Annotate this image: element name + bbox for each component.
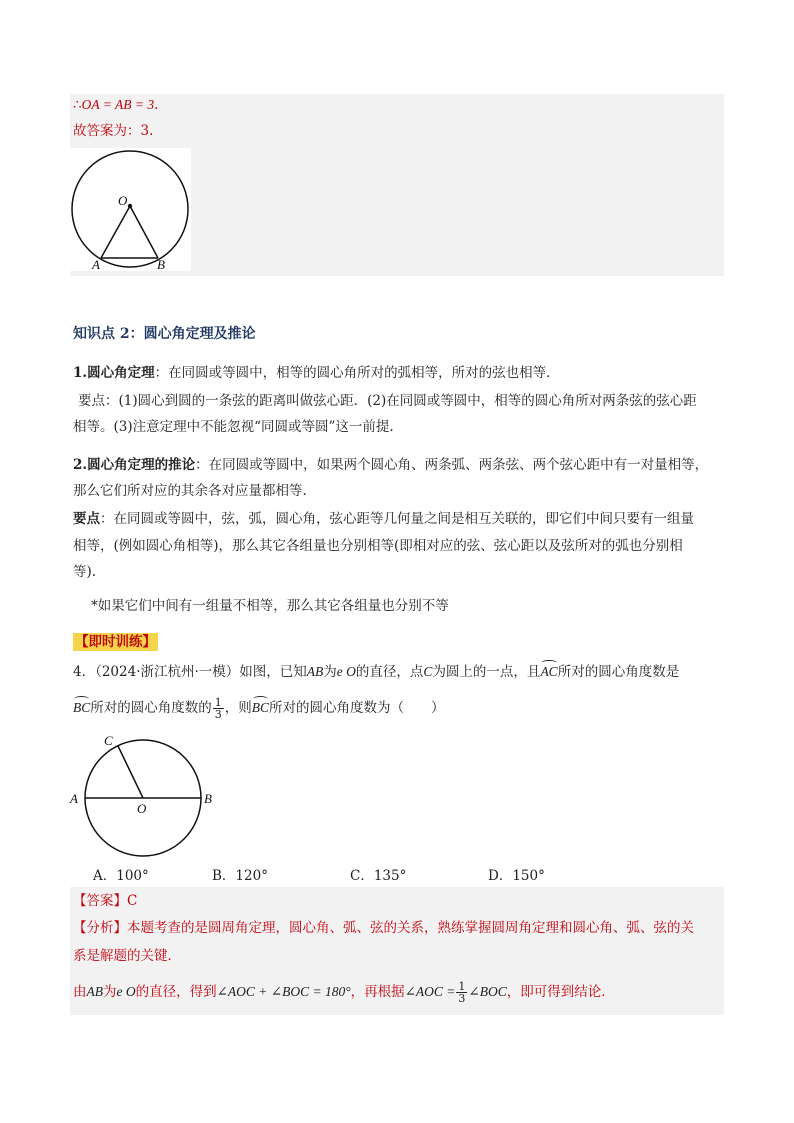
analysis-ab: AB	[86, 984, 103, 999]
analysis-fraction-numerator: 1	[458, 980, 466, 993]
analysis-circle-o: e O	[116, 984, 136, 999]
circle-o-text: e O	[336, 664, 356, 679]
analysis-text-1: 本题考查的是圆周角定理，圆心角、弧、弦的关系，熟练掌握圆周角定理和圆心角、弧、弦的关	[127, 920, 694, 936]
theorem-text: ：在同圆或等圆中，相等的圆心角所对的弧相等，所对的弦也相等．	[154, 365, 560, 381]
option-c-key: C．	[350, 868, 374, 884]
center-point	[128, 204, 132, 208]
question-line-1	[73, 662, 679, 682]
analysis-text-3c: 的直径，得到	[135, 984, 217, 1000]
answer-prefix: 故答案为：	[73, 123, 141, 139]
therefore-symbol: ∴	[73, 97, 82, 113]
option-c[interactable]	[350, 864, 406, 884]
analysis-line-2: 系是解题的关键．	[73, 948, 181, 964]
training-tag-line	[73, 632, 158, 652]
option-b[interactable]	[212, 864, 268, 884]
question-text-1d: 为圆上的一点，且	[432, 664, 541, 680]
circle-diameter-figure	[68, 730, 228, 858]
analysis-line-1	[73, 918, 694, 938]
answer-value-text: C	[127, 893, 138, 909]
question-text-2b: ，则	[224, 700, 252, 716]
answer-value: 3	[140, 123, 150, 139]
circle-triangle-figure	[70, 148, 191, 271]
theorem-line	[73, 363, 560, 383]
label-o: O	[118, 193, 128, 208]
theorem-points-line-2: 相等。(3)注意定理中不能忽视“同圆或等圆”这一前提.	[73, 419, 394, 435]
fraction-numerator: 1	[214, 696, 222, 709]
fraction-denominator: 3	[214, 708, 222, 721]
label-c: C	[104, 733, 113, 748]
answer-line	[73, 891, 137, 911]
segment-oa	[101, 206, 130, 258]
training-tag: 【即时训练】	[75, 634, 156, 650]
circle-shape	[72, 151, 188, 267]
analysis-fraction	[456, 981, 467, 1004]
corollary-line-2: 那么它们所对应的其余各对应量都相等.	[73, 483, 307, 499]
label-b-2: B	[204, 791, 212, 806]
label-b: B	[157, 257, 165, 271]
corollary-text: ：在同圆或等圆中，如果两个圆心角、两条弧、两条弦、两个弦心距中有一对量相等，	[195, 457, 709, 473]
label-a: A	[92, 257, 100, 271]
analysis-text-3a: 由	[73, 984, 87, 1000]
corollary-points-line-2: 相等，(例如圆心角相等)，那么其它各组量也分别相等(即相对应的弦、弦心距以及弦所对的弧也分别相	[73, 538, 683, 554]
question-text-2c: 所对的圆心角度数为（ ）	[269, 700, 445, 716]
label-a-2: A	[70, 791, 78, 806]
figure-question	[68, 730, 228, 858]
option-c-value: 135°	[373, 868, 407, 884]
corollary-points-line-3: 等).	[73, 564, 97, 580]
solution-line-2	[73, 121, 153, 141]
option-a-value: 100°	[116, 868, 149, 884]
analysis-equation-1: ∠AOC + ∠BOC = 180°	[216, 984, 351, 999]
question-source: （2024·浙江杭州·一模）	[95, 664, 240, 680]
theorem-points-line-1: 要点：(1)圆心到圆的一条弦的距离叫做弦心距．(2)在同圆或等圆中，相等的圆心角所对两条弦的弦心距	[78, 393, 697, 409]
corollary-line	[73, 455, 708, 475]
corollary-points-label: 要点	[73, 511, 100, 527]
segment-ob	[130, 206, 158, 258]
figure-previous-solution	[70, 148, 191, 271]
note-line: *如果它们中间有一组量不相等，那么其它各组量也分别不等	[91, 598, 449, 614]
arc-bc-text-2: BC	[252, 698, 269, 718]
analysis-text-3d: ，再根据	[350, 984, 405, 1000]
option-d-key: D．	[488, 868, 513, 884]
option-d[interactable]	[488, 864, 545, 884]
question-text-2a: 所对的圆心角度数的	[90, 700, 212, 716]
option-a-key: A．	[93, 868, 117, 884]
option-d-value: 150°	[512, 868, 545, 884]
analysis-equation-2b: ∠BOC	[468, 984, 507, 999]
solution-equation: OA = AB = 3	[81, 97, 155, 112]
corollary-points-line-1	[73, 509, 694, 529]
fraction-one-third	[213, 697, 224, 720]
option-a[interactable]	[93, 864, 149, 884]
analysis-label: 【分析】	[73, 920, 127, 936]
solution-line-1	[73, 95, 158, 115]
arc-bc-text: BC	[73, 698, 90, 718]
question-text-1a: 如图，已知	[239, 664, 307, 680]
answer-period: .	[149, 123, 154, 139]
question-line-2	[73, 697, 445, 720]
label-o-2: O	[137, 801, 147, 816]
section-title: 知识点 2：圆心角定理及推论	[73, 326, 256, 342]
analysis-text-3b: 为	[103, 984, 117, 1000]
option-b-value: 120°	[235, 868, 268, 884]
answer-label: 【答案】	[73, 893, 127, 909]
question-text-1c: 的直径，点	[355, 664, 424, 680]
point-c-text: C	[423, 664, 433, 679]
question-text-1e: 所对的圆心角度数是	[557, 664, 680, 680]
corollary-points-text: ：在同圆或等圆中，弦，弧，圆心角，弦心距等几何量之间是相互关联的，即它们中间只要有一组量	[100, 511, 694, 527]
analysis-line-3	[73, 981, 615, 1004]
option-b-key: B．	[212, 868, 236, 884]
analysis-equation-2a: ∠AOC =	[404, 984, 456, 999]
analysis-text-3e: ，即可得到结论．	[506, 984, 615, 1000]
corollary-label: 2.圆心角定理的推论	[73, 457, 196, 473]
solution-period: .	[154, 97, 159, 113]
arc-ac-text: AC	[540, 662, 557, 682]
theorem-label: 1.圆心角定理	[73, 365, 155, 381]
analysis-fraction-denominator: 3	[458, 992, 466, 1005]
radius-oc	[118, 746, 143, 798]
segment-ab-text: AB	[306, 664, 324, 679]
question-number: 4．	[73, 664, 96, 680]
question-text-1b: 为	[323, 664, 337, 680]
